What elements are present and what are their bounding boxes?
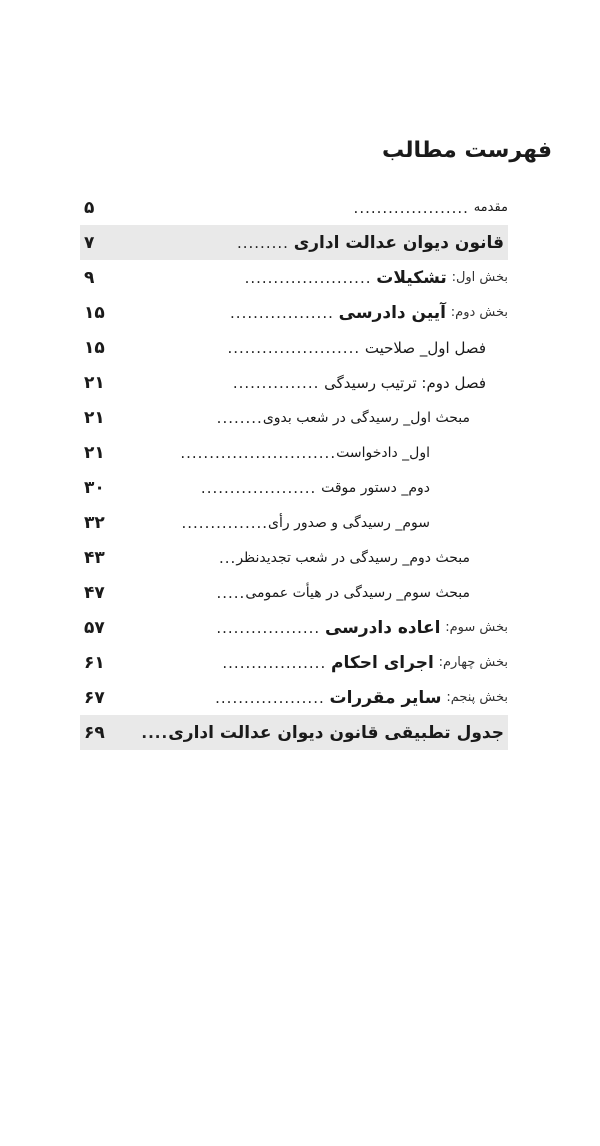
leader-dots: .................. [230, 303, 334, 322]
toc-title: آیین دادرسی [338, 302, 446, 323]
toc-title: تشکیلات [376, 267, 447, 288]
toc-row-chapter-2[interactable] [80, 365, 508, 400]
page-number: ۹ [84, 267, 95, 288]
page-number: ۲۱ [84, 372, 105, 393]
page-number: ۶۹ [84, 722, 105, 743]
page-number: ۶۱ [84, 652, 105, 673]
leader-dots: ............... [232, 373, 320, 392]
toc-row-law-title[interactable] [80, 225, 508, 260]
toc-row-item-3[interactable] [80, 505, 508, 540]
toc-entry [180, 435, 430, 470]
toc-title: مبحث سوم_ رسیدگی در هیأت عمومی [245, 584, 470, 601]
page-number: ۲۱ [84, 442, 105, 463]
toc-entry [201, 470, 430, 505]
page-number: ۷ [84, 232, 95, 253]
toc-title: سایر مقررات [329, 687, 442, 708]
toc-entry [233, 365, 486, 400]
toc-title: اول_ دادخواست [336, 444, 430, 461]
toc-entry [219, 540, 470, 575]
page-number: ۱۵ [84, 337, 105, 358]
toc-entry [230, 295, 508, 330]
toc-title: مقدمه [473, 200, 508, 215]
toc-title: قانون دیوان عدالت اداری [293, 232, 504, 253]
toc-prefix: بخش اول: [451, 270, 508, 285]
page-number: ۵ [84, 197, 95, 218]
leader-dots: .................... [200, 478, 317, 497]
toc-row-topic-1[interactable] [80, 400, 508, 435]
toc-prefix: بخش پنجم: [446, 690, 508, 705]
toc-row-intro[interactable] [80, 190, 508, 225]
toc-prefix: بخش دوم: [450, 305, 508, 320]
leader-dots: ....................... [227, 338, 361, 357]
toc-row-item-2[interactable] [80, 470, 508, 505]
toc-title: جدول تطبیقی قانون دیوان عدالت اداری [168, 722, 504, 743]
page-number: ۵۷ [84, 617, 105, 638]
toc-prefix: بخش چهارم: [438, 655, 508, 670]
leader-dots: .................. [222, 653, 327, 672]
toc-entry [215, 680, 508, 715]
toc-entry [216, 575, 470, 610]
toc-entry [141, 715, 504, 750]
page-number: ۴۳ [84, 547, 105, 568]
leader-dots: ........ [216, 408, 263, 427]
toc-row-part-4[interactable] [80, 645, 508, 680]
leader-dots: ........................... [180, 443, 337, 462]
toc-title: فصل اول_ صلاحیت [364, 338, 486, 357]
leader-dots: .................... [353, 198, 469, 217]
leader-dots: ................... [215, 688, 325, 707]
toc-entry [245, 260, 508, 295]
toc-title: مبحث اول_ رسیدگی در شعب بدوی [262, 409, 470, 426]
toc-entry [354, 190, 508, 225]
toc-row-part-5[interactable] [80, 680, 508, 715]
toc-title: اعاده دادرسی [324, 617, 441, 638]
toc-title: فصل دوم: ترتیب رسیدگی [324, 373, 486, 392]
toc-title: سوم_ رسیدگی و صدور رأی [268, 514, 430, 531]
leader-dots: ... [219, 548, 237, 567]
page-number: ۶۷ [84, 687, 105, 708]
leader-dots: .................. [216, 618, 321, 637]
toc-entry [227, 330, 486, 365]
page-number: ۳۰ [84, 477, 105, 498]
page-number: ۳۲ [84, 512, 105, 533]
toc-entry [237, 225, 504, 260]
toc-title: مبحث دوم_ رسیدگی در شعب تجدیدنظر [236, 549, 470, 566]
leader-dots: ......... [236, 233, 289, 252]
toc-row-part-3[interactable] [80, 610, 508, 645]
toc-entry [216, 610, 508, 645]
leader-dots: ............... [181, 513, 269, 532]
toc-prefix: بخش سوم: [445, 620, 508, 635]
toc-row-topic-2[interactable] [80, 540, 508, 575]
toc-entry [182, 505, 431, 540]
page-title: فهرست مطالب [381, 138, 552, 163]
toc-row-part-1[interactable] [80, 260, 508, 295]
page-number: ۱۵ [84, 302, 105, 323]
toc-row-topic-3[interactable] [80, 575, 508, 610]
table-of-contents [80, 190, 508, 750]
toc-title: اجرای احکام [331, 652, 434, 673]
page-number: ۴۷ [84, 582, 105, 603]
toc-row-comparison-table[interactable] [80, 715, 508, 750]
toc-entry [222, 645, 508, 680]
toc-title: دوم_ دستور موقت [321, 479, 430, 496]
leader-dots: ..... [216, 583, 246, 602]
leader-dots: ...................... [244, 268, 372, 287]
toc-row-part-2[interactable] [80, 295, 508, 330]
page-number: ۲۱ [84, 407, 105, 428]
toc-entry [217, 400, 470, 435]
leader-dots: .... [141, 723, 169, 742]
toc-row-item-1[interactable] [80, 435, 508, 470]
toc-row-chapter-1[interactable] [80, 330, 508, 365]
